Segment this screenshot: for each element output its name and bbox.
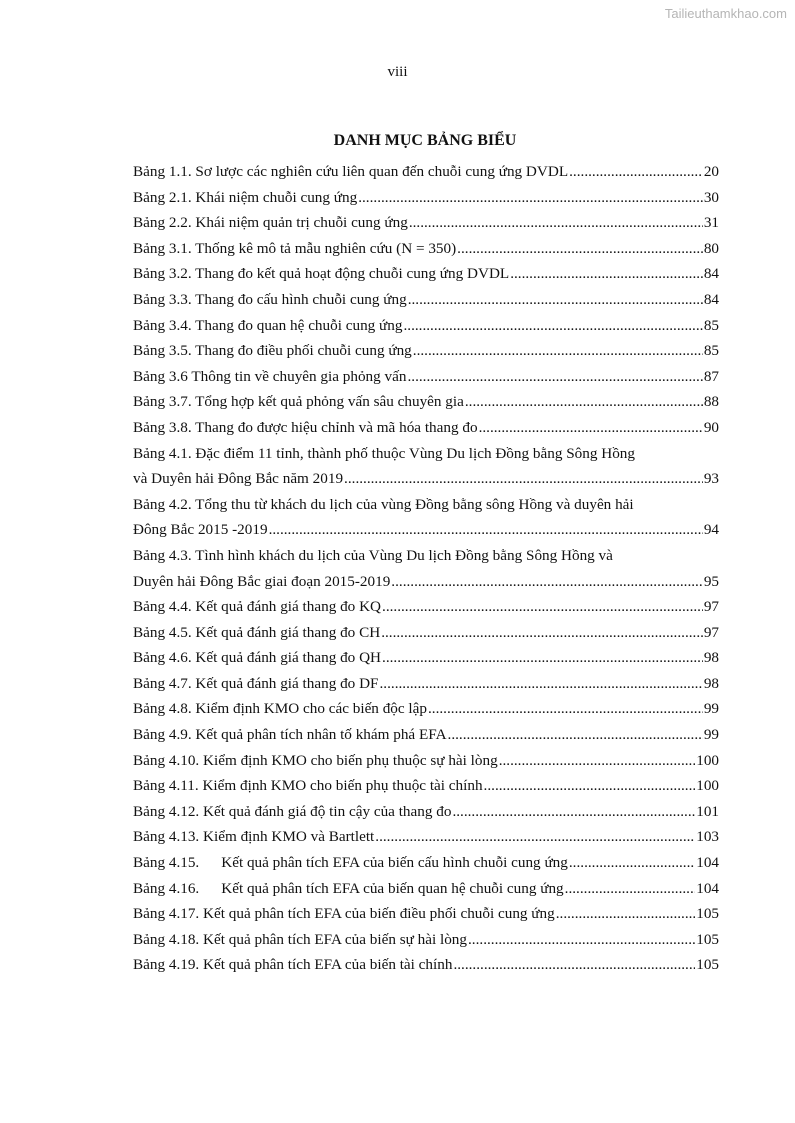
dot-leader <box>510 261 703 287</box>
toc-entry[interactable] <box>133 313 719 339</box>
dot-leader <box>452 799 695 825</box>
toc-entry[interactable] <box>133 799 719 825</box>
toc-entry-page: 99 <box>703 700 719 718</box>
toc-entry-page: 101 <box>696 802 719 820</box>
toc-entry-label: Bảng 4.19. Kết quả phân tích EFA của biến tài chính <box>133 956 453 974</box>
toc-entry-label: Bảng 4.5. Kết quả đánh giá thang đo CH <box>133 623 381 641</box>
toc-entry-label-continued: Duyên hải Đông Bắc giai đoạn 2015-2019 <box>133 572 391 590</box>
toc-entry-page: 105 <box>696 956 719 974</box>
toc-entry[interactable] <box>133 850 719 876</box>
toc-entry-label: Bảng 4.11. Kiểm định KMO cho biến phụ thuộc tài chính <box>133 777 483 795</box>
toc-entry-page: 30 <box>703 188 719 206</box>
dot-leader <box>565 876 696 902</box>
toc-entry-page: 85 <box>703 342 719 360</box>
toc-entry[interactable] <box>133 441 719 492</box>
toc-entry-label-continued: và Duyên hải Đông Bắc năm 2019 <box>133 470 344 488</box>
toc-entry-label: Bảng 4.7. Kết quả đánh giá thang đo DF <box>133 674 379 692</box>
dot-leader <box>484 773 696 799</box>
dot-leader <box>479 415 703 441</box>
toc-entry-label: Bảng 1.1. Sơ lược các nghiên cứu liên quan đến chuỗi cung ứng DVDL <box>133 163 569 180</box>
toc-entry-label: Bảng 4.2. Tổng thu từ khách du lịch của vùng Đồng bằng sông Hồng và duyên hải <box>133 495 634 513</box>
toc-entry-text: Kết quả phân tích EFA của biến cấu hình chuỗi cung ứng <box>221 854 568 872</box>
toc-entry-page: 104 <box>696 879 719 897</box>
dot-leader <box>569 159 703 185</box>
toc-entry-label: Bảng 4.12. Kết quả đánh giá độ tin cậy của thang đo <box>133 802 452 820</box>
dot-leader <box>453 952 695 978</box>
toc-entry[interactable] <box>133 748 719 774</box>
dot-leader <box>391 569 703 595</box>
toc-entry-label: Bảng 4.18. Kết quả phân tích EFA của biến sự hài lòng <box>133 930 467 948</box>
toc-entry[interactable] <box>133 338 719 364</box>
toc-entry-page: 31 <box>703 214 719 232</box>
toc-entry-label: Bảng 4.1. Đặc điểm 11 tỉnh, thành phố thuộc Vùng Du lịch Đồng bằng Sông Hồng <box>133 444 635 462</box>
dot-leader <box>381 620 703 646</box>
toc-entry[interactable] <box>133 159 719 185</box>
dot-leader <box>448 722 703 748</box>
dot-leader <box>409 210 703 236</box>
toc-entry-text: Kết quả phân tích EFA của biến quan hệ chuỗi cung ứng <box>221 879 564 897</box>
toc-entry[interactable] <box>133 952 719 978</box>
toc-entry[interactable] <box>133 185 719 211</box>
toc-entry-label: Bảng 4.9. Kết quả phân tích nhân tố khám phá EFA <box>133 726 447 744</box>
toc-entry[interactable] <box>133 389 719 415</box>
toc-entry-page: 87 <box>703 367 719 385</box>
toc-entry[interactable] <box>133 824 719 850</box>
toc-entry-label: Bảng 3.8. Thang đo được hiệu chỉnh và mã hóa thang đo <box>133 418 478 436</box>
dot-leader <box>403 313 702 339</box>
toc-entry-label: Bảng 3.1. Thống kê mô tả mẫu nghiên cứu (N = 350) <box>133 239 457 257</box>
watermark-text: Tailieuthamkhao.com <box>664 6 787 21</box>
toc-entry-page: 104 <box>696 854 719 872</box>
toc-entry[interactable] <box>133 773 719 799</box>
dot-leader <box>556 901 695 927</box>
toc-entry-label: Bảng 4.8. Kiểm định KMO cho các biến độc lập <box>133 700 427 718</box>
toc-entry-page: 88 <box>703 393 719 411</box>
toc-entry[interactable] <box>133 236 719 262</box>
toc-entry-label: Bảng 4.10. Kiểm định KMO cho biến phụ thuộc sự hài lòng <box>133 751 498 769</box>
dot-leader <box>382 645 703 671</box>
toc-entry-label <box>133 876 564 902</box>
dot-leader <box>375 824 695 850</box>
toc-entry-page: 84 <box>703 290 719 308</box>
toc-entry[interactable] <box>133 594 719 620</box>
toc-entry-label: Bảng 4.4. Kết quả đánh giá thang đo KQ <box>133 598 382 616</box>
toc-entry[interactable] <box>133 876 719 902</box>
toc-entry-label: Bảng 3.4. Thang đo quan hệ chuỗi cung ứng <box>133 316 403 334</box>
toc-entry[interactable] <box>133 415 719 441</box>
toc-entry-page: 84 <box>703 265 719 283</box>
toc-entry-label: Bảng 3.2. Thang đo kết quả hoạt động chuỗi cung ứng DVDL <box>133 265 510 283</box>
toc-entry-label-continued: Đông Bắc 2015 -2019 <box>133 521 268 539</box>
toc-entry-label: Bảng 4.3. Tình hình khách du lịch của Vùng Du lịch Đồng bằng Sông Hồng và <box>133 546 613 564</box>
toc-entry-label: Bảng 4.17. Kết quả phân tích EFA của biến điều phối chuỗi cung ứng <box>133 905 555 923</box>
toc-entry[interactable] <box>133 696 719 722</box>
toc-entry[interactable] <box>133 901 719 927</box>
toc-entry[interactable] <box>133 543 719 594</box>
toc-entry-page: 100 <box>696 751 719 769</box>
table-list <box>133 159 719 978</box>
dot-leader <box>465 389 703 415</box>
toc-entry-label <box>133 850 568 876</box>
dot-leader <box>428 696 703 722</box>
toc-entry-page: 105 <box>696 905 719 923</box>
toc-entry-page: 85 <box>703 316 719 334</box>
toc-entry-label: Bảng 2.1. Khái niệm chuỗi cung ứng <box>133 188 358 206</box>
toc-entry-label: Bảng 3.6 Thông tin về chuyên gia phỏng vấn <box>133 367 407 385</box>
toc-entry-page: 97 <box>703 623 719 641</box>
toc-entry-label: Bảng 3.7. Tổng hợp kết quả phỏng vấn sâu chuyên gia <box>133 393 464 411</box>
dot-leader <box>499 748 696 774</box>
dot-leader <box>269 517 703 543</box>
toc-entry-page: 99 <box>703 726 719 744</box>
toc-entry-page: 100 <box>696 777 719 795</box>
page-title: DANH MỤC BẢNG BIỂU <box>333 132 517 149</box>
toc-entry[interactable] <box>133 620 719 646</box>
page-number: viii <box>387 64 408 80</box>
toc-entry-page: 97 <box>703 598 719 616</box>
dot-leader <box>382 594 703 620</box>
toc-entry-page: 20 <box>703 163 719 180</box>
toc-entry[interactable] <box>133 722 719 748</box>
toc-entry[interactable] <box>133 671 719 697</box>
toc-entry-page: 80 <box>703 239 719 257</box>
toc-entry[interactable] <box>133 210 719 236</box>
dot-leader <box>569 850 695 876</box>
toc-entry[interactable] <box>133 492 719 543</box>
dot-leader <box>407 364 702 390</box>
toc-entry-page: 105 <box>696 930 719 948</box>
toc-entry-label: Bảng 4.6. Kết quả đánh giá thang đo QH <box>133 649 382 667</box>
toc-entry-page: 103 <box>696 828 719 846</box>
toc-entry[interactable] <box>133 927 719 953</box>
toc-entry-page: 98 <box>703 674 719 692</box>
dot-leader <box>380 671 703 697</box>
dot-leader <box>457 236 703 262</box>
toc-entry[interactable] <box>133 261 719 287</box>
toc-entry-label: Bảng 3.5. Thang đo điều phối chuỗi cung ứng <box>133 342 412 360</box>
dot-leader <box>408 287 703 313</box>
dot-leader <box>413 338 703 364</box>
toc-entry-number: Bảng 4.16. <box>133 879 200 897</box>
toc-entry-label: Bảng 2.2. Khái niệm quản trị chuỗi cung ứng <box>133 214 408 232</box>
dot-leader <box>344 466 703 492</box>
toc-entry-label: Bảng 4.13. Kiểm định KMO và Bartlett <box>133 828 375 846</box>
toc-entry-label: Bảng 3.3. Thang đo cấu hình chuỗi cung ứng <box>133 290 407 308</box>
toc-entry-page: 90 <box>703 418 719 436</box>
toc-entry[interactable] <box>133 364 719 390</box>
toc-entry-page: 98 <box>703 649 719 667</box>
dot-leader <box>358 185 703 211</box>
toc-entry-number: Bảng 4.15. <box>133 854 200 872</box>
toc-entry[interactable] <box>133 645 719 671</box>
toc-entry-page: 94 <box>703 521 719 539</box>
toc-entry-page: 93 <box>703 470 719 488</box>
toc-entry[interactable] <box>133 287 719 313</box>
toc-entry-page: 95 <box>703 572 719 590</box>
dot-leader <box>468 927 695 953</box>
